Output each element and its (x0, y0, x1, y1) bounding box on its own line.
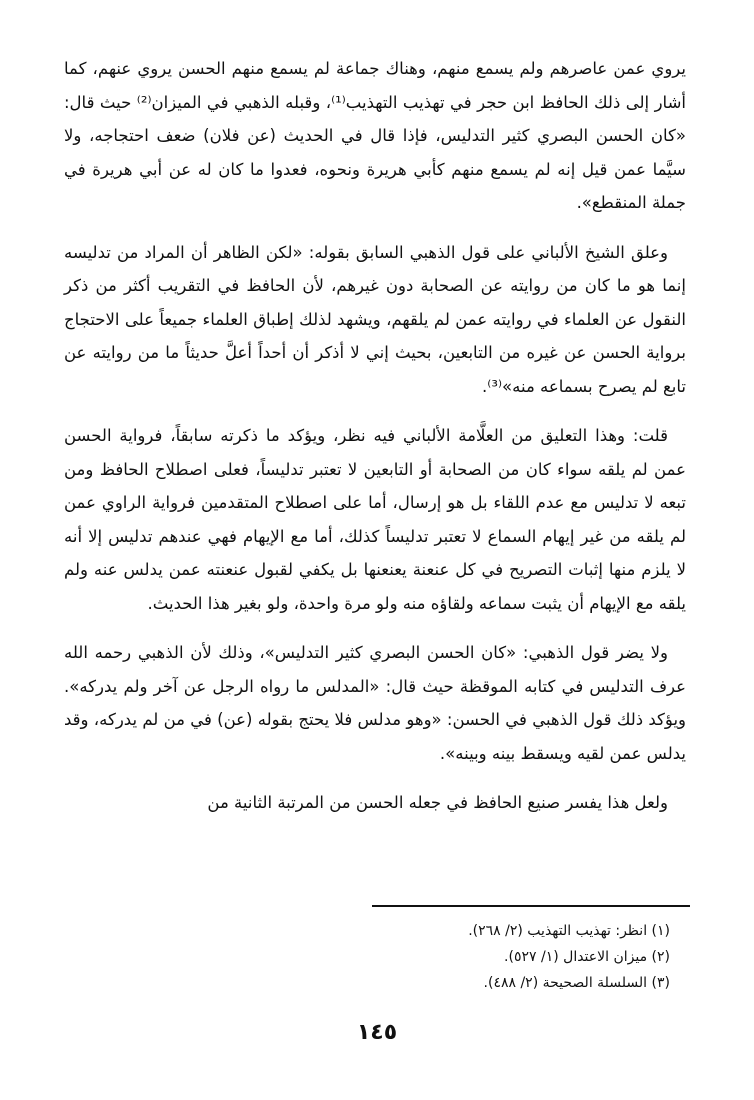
footnote-2: (٢) ميزان الاعتدال (١/ ٥٢٧). (504, 949, 670, 965)
page-number: ١٤٥ (356, 1020, 398, 1045)
main-text (64, 52, 686, 836)
paragraph-3: قلت: وهذا التعليق من العلَّامة الألباني فيه نظر، ويؤكد ما ذكرته سابقاً، فرواية الحسن عمن لم يلقه سواء كان من الصحابة أو التابعين لا تعتبر تدليساً، فعلى اصطلاح الحافظ ومن تبعه لا تدليس مع عدم اللقاء بل هو إرسال، أما على اصطلاح المتقدمين فرواية الراوي عمن لم يلقه من غير إيهام السماع لا تعتبر تدليساً كذلك، أما مع الإيهام فهي عندهم تدليس إلا أنه لا يلزم منها إثبات التصريح في كل عنعنة يعنعنها بل يكفي لقبول عنعنته عمن يدلس عنه ولم يلقه مع الإيهام أن يثبت سماعه ولقاؤه منه ولو مرة واحدة، ولو بغير هذا الحديث. (64, 426, 686, 613)
footnote-1: (١) انظر: تهذيب التهذيب (٢/ ٢٦٨). (468, 923, 670, 939)
paragraph-5: ولعل هذا يفسر صنيع الحافظ في جعله الحسن من المرتبة الثانية من (207, 793, 668, 812)
paragraph-1: يروي عمن عاصرهم ولم يسمع منهم، وهناك جماعة لم يسمع منهم الحسن يروي عنهم، كما أشار إلى ذلك الحافظ ابن حجر في تهذيب التهذيب⁽¹⁾، وقبله الذهبي في الميزان⁽²⁾ حيث قال: «كان الحسن البصري كثير التدليس، فإذا قال في الحديث (عن فلان) ضعف احتجاجه، ولا سيَّما عمن قيل إنه لم يسمع منهم كأبي هريرة ونحوه، فعدوا ما كان له عن أبي هريرة في جملة المنقطع». (64, 59, 686, 212)
paragraph-4: ولا يضر قول الذهبي: «كان الحسن البصري كثير التدليس»، وذلك لأن الذهبي رحمه الله عرف التدليس في كتابه الموقظة حيث قال: «المدلس ما رواه الرجل عن آخر ولم يدركه». ويؤكد ذلك قول الذهبي في الحسن: «وهو مدلس فلا يحتج بقوله (عن) في من لم يدركه، وقد يدلس عمن لقيه ويسقط بينه وبينه». (64, 643, 686, 763)
footnotes (250, 918, 670, 996)
footnote-divider (372, 905, 690, 907)
footnote-3: (٣) السلسلة الصحيحة (٢/ ٤٨٨). (483, 975, 670, 991)
paragraph-2: وعلق الشيخ الألباني على قول الذهبي السابق بقوله: «لكن الظاهر أن المراد من تدليسه إنما هو ما كان من روايته عن الصحابة دون غيرهم، لأن الحافظ في التقريب أكثر من ذكر النقول عن العلماء في روايته عمن لم يلقهم، ويشهد لذلك إطباق العلماء جميعاً على الاحتجاج برواية الحسن عن غيره من التابعين، بحيث إني لا أذكر أن أحداً أعلَّ حديثاً ما من روايته عن تابع لم يصرح بسماعه منه»⁽³⁾. (64, 242, 686, 396)
